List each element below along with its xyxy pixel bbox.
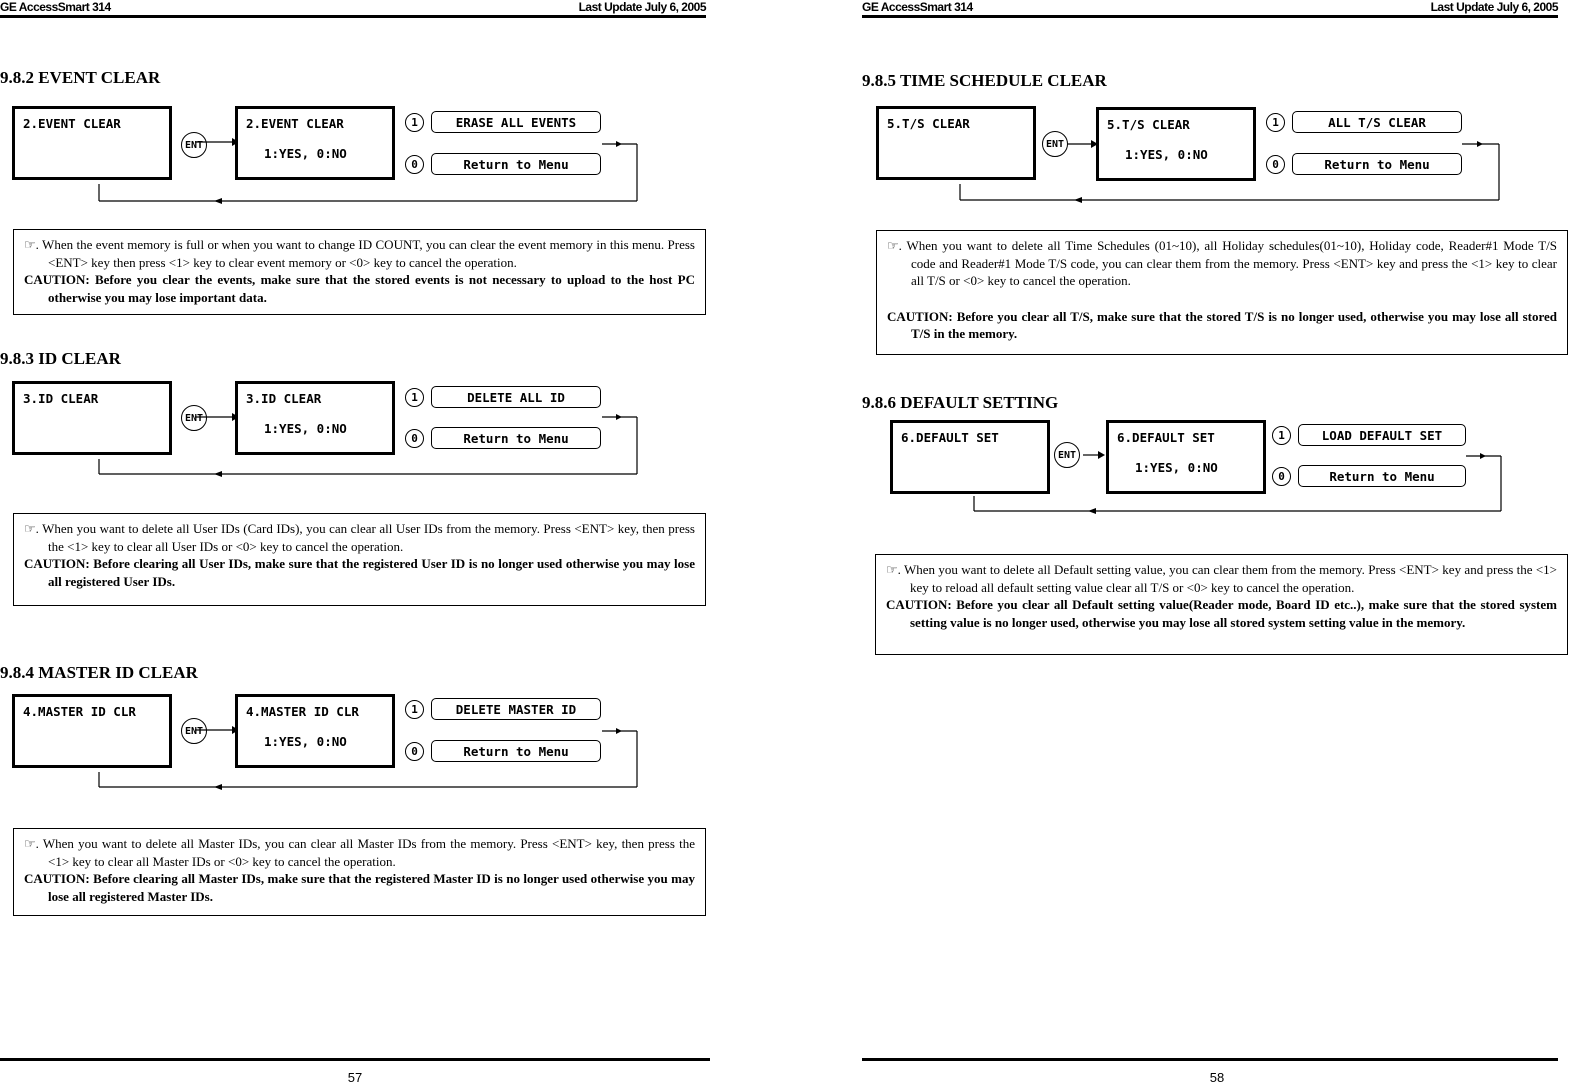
key-0-icon: 0	[405, 429, 424, 448]
ent-key-icon: ENT	[1054, 442, 1080, 468]
lcd-confirm-screen	[1106, 420, 1266, 494]
note-text: ☞. When you want to delete all Default setting value, you can clear them from the memory. Press <ENT> key and press the <1> key to reload all default setting value clear all T/S or <0> key to cancel the operation.	[886, 562, 1557, 595]
page-57	[0, 0, 710, 1086]
lcd-confirm-line1: 6.DEFAULT SET	[1117, 430, 1215, 445]
lcd-confirm-line1: 4.MASTER ID CLR	[246, 704, 359, 719]
option-1-label: LOAD DEFAULT SET	[1298, 424, 1466, 446]
header-date: Last Update July 6, 2005	[578, 0, 706, 14]
note-text: ☞. When the event memory is full or when you want to change ID COUNT, you can clear the event memory in this menu. Press <ENT> key then press <1> key to clear event memory or <0> key to cancel the operation.	[24, 237, 695, 270]
section-title-default-setting: 9.8.6 DEFAULT SETTING	[862, 393, 1059, 412]
key-1-icon: 1	[405, 113, 424, 132]
ent-key-icon: ENT	[181, 718, 207, 744]
key-1-icon: 1	[1266, 113, 1285, 132]
section-title-master-id-clear: 9.8.4 MASTER ID CLEAR	[0, 663, 198, 682]
key-0-icon: 0	[405, 155, 424, 174]
lcd-confirm-line1: 3.ID CLEAR	[246, 391, 322, 406]
option-1-label: ERASE ALL EVENTS	[431, 111, 601, 133]
lcd-confirm-screen	[235, 694, 395, 768]
option-1-label: DELETE MASTER ID	[431, 698, 601, 720]
key-0-icon: 0	[1272, 467, 1291, 486]
lcd-confirm-line1: 2.EVENT CLEAR	[246, 116, 344, 131]
note-box-event-clear	[13, 229, 706, 315]
note-box-time-schedule-clear	[876, 230, 1568, 355]
header-rule	[862, 15, 1558, 18]
lcd-menu-screen	[890, 420, 1050, 494]
page-number: 57	[347, 1070, 363, 1085]
note-text: ☞. When you want to delete all Time Schedules (01~10), all Holiday schedules(01~10), Holiday code, Reader#1 Mode T/S code and Reader#1 Mode T/S code, you can clear them from the memory. Press <ENT> key and press the <1> key to clear all T/S or <0> key to cancel the operation.	[887, 238, 1557, 289]
header-rule	[0, 15, 706, 18]
option-0-label: Return to Menu	[1292, 153, 1462, 175]
note-box-default-setting	[875, 554, 1568, 655]
option-1-label: ALL T/S CLEAR	[1292, 111, 1462, 133]
lcd-confirm-screen	[1096, 107, 1256, 181]
lcd-menu-text: 6.DEFAULT SET	[901, 430, 999, 445]
key-1-icon: 1	[405, 700, 424, 719]
lcd-menu-text: 4.MASTER ID CLR	[23, 704, 136, 719]
option-0-label: Return to Menu	[431, 427, 601, 449]
ent-key-icon: ENT	[1042, 131, 1068, 157]
key-0-icon: 0	[1266, 155, 1285, 174]
lcd-confirm-line2: 1:YES, 0:NO	[264, 146, 347, 161]
page-number: 58	[1209, 1070, 1225, 1085]
option-0-label: Return to Menu	[1298, 465, 1466, 487]
diagram-default-setting	[890, 418, 1540, 528]
lcd-confirm-line2: 1:YES, 0:NO	[1135, 460, 1218, 475]
caution-text: CAUTION: Before you clear all T/S, make sure that the stored T/S is no longer used, otherwise you may lose all stored T/S in the memory.	[887, 308, 1557, 342]
section-title-time-schedule-clear: 9.8.5 TIME SCHEDULE CLEAR	[862, 71, 1107, 90]
ent-key-icon: ENT	[181, 132, 207, 158]
lcd-menu-text: 5.T/S CLEAR	[887, 116, 970, 131]
lcd-menu-screen	[12, 694, 172, 768]
lcd-menu-screen	[876, 106, 1036, 180]
option-0-label: Return to Menu	[431, 740, 601, 762]
lcd-confirm-line1: 5.T/S CLEAR	[1107, 117, 1190, 132]
diagram-event-clear	[12, 104, 662, 214]
lcd-menu-text: 3.ID CLEAR	[23, 391, 99, 406]
header-product: GE AccessSmart 314	[0, 0, 111, 14]
header-product: GE AccessSmart 314	[862, 0, 973, 14]
section-title-id-clear: 9.8.3 ID CLEAR	[0, 349, 121, 368]
lcd-confirm-line2: 1:YES, 0:NO	[1125, 147, 1208, 162]
lcd-menu-text: 2.EVENT CLEAR	[23, 116, 121, 131]
caution-text: CAUTION: Before clearing all User IDs, make sure that the registered User ID is no longer used otherwise you may lose all registered User IDs.	[24, 556, 695, 589]
option-0-label: Return to Menu	[431, 153, 601, 175]
note-box-id-clear	[13, 513, 706, 606]
footer-rule	[862, 1058, 1558, 1061]
lcd-confirm-line2: 1:YES, 0:NO	[264, 421, 347, 436]
note-text: ☞. When you want to delete all Master IDs, you can clear all Master IDs from the memory. Press <ENT> key, then press the <1> key to clear all Master IDs or <0> key to cancel the operation.	[24, 836, 695, 869]
caution-text: CAUTION: Before you clear all Default setting value(Reader mode, Board ID etc..), make sure that the stored system setting value is no longer used, otherwise you may lose all stored system setting value in the memory.	[886, 597, 1557, 630]
page-58	[862, 0, 1572, 1086]
diagram-id-clear	[12, 379, 662, 489]
lcd-menu-screen	[12, 106, 172, 180]
caution-text: CAUTION: Before clearing all Master IDs, make sure that the registered Master ID is no longer used otherwise you may lose all registered Master IDs.	[24, 871, 695, 904]
lcd-confirm-screen	[235, 381, 395, 455]
key-1-icon: 1	[1272, 426, 1291, 445]
page-header	[0, 0, 706, 16]
caution-text: CAUTION: Before you clear the events, make sure that the stored events is not necessary to upload to the host PC otherwise you may lose important data.	[24, 272, 695, 305]
lcd-confirm-line2: 1:YES, 0:NO	[264, 734, 347, 749]
option-1-label: DELETE ALL ID	[431, 386, 601, 408]
note-text: ☞. When you want to delete all User IDs (Card IDs), you can clear all User IDs from the memory. Press <ENT> key, then press the <1> key to clear all User IDs or <0> key to cancel the operation.	[24, 521, 695, 554]
page-header	[862, 0, 1558, 16]
key-1-icon: 1	[405, 388, 424, 407]
lcd-menu-screen	[12, 381, 172, 455]
diagram-master-id-clear	[12, 692, 662, 802]
key-0-icon: 0	[405, 742, 424, 761]
footer-rule	[0, 1058, 710, 1061]
diagram-time-schedule-clear	[876, 104, 1526, 214]
note-box-master-id-clear	[13, 828, 706, 916]
ent-key-icon: ENT	[181, 405, 207, 431]
section-title-event-clear: 9.8.2 EVENT CLEAR	[0, 68, 161, 87]
header-date: Last Update July 6, 2005	[1430, 0, 1558, 14]
lcd-confirm-screen	[235, 106, 395, 180]
